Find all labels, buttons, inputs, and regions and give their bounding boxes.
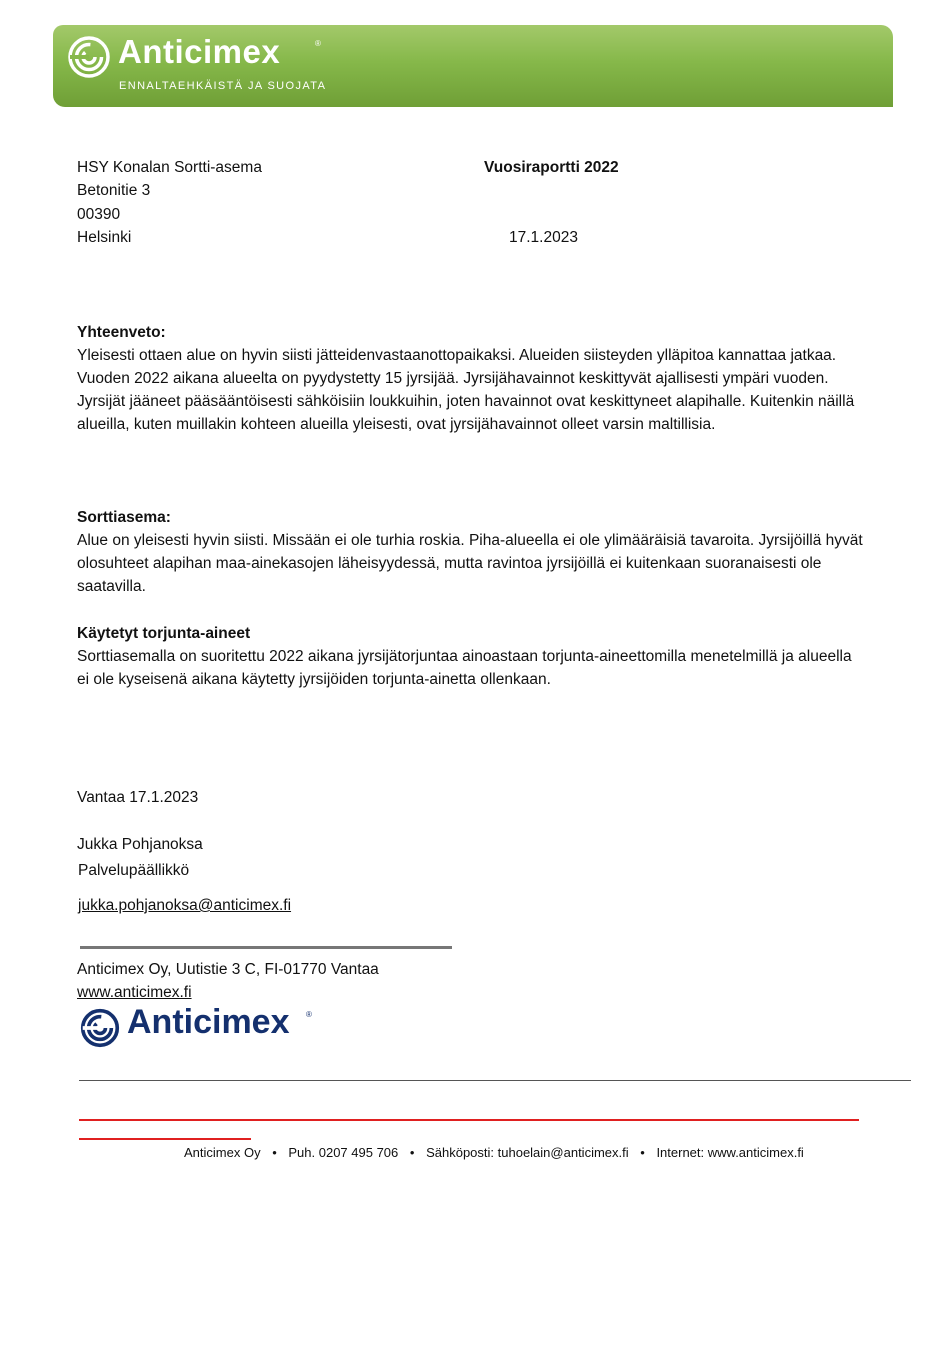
footer-red-rule-short <box>79 1138 251 1140</box>
footer-red-rule <box>79 1119 859 1121</box>
recipient-city: Helsinki <box>77 229 132 246</box>
anticimex-logo-icon <box>79 1008 121 1048</box>
signature-name: Jukka Pohjanoksa <box>77 836 203 853</box>
footer-company: Anticimex Oy <box>184 1145 261 1160</box>
logo-brand-name: Anticimex <box>127 1003 290 1041</box>
signature-divider <box>80 946 452 949</box>
registered-mark: ® <box>306 1010 312 1019</box>
registered-mark: ® <box>315 39 321 48</box>
brand-name: Anticimex <box>118 33 281 70</box>
company-address: Anticimex Oy, Uutistie 3 C, FI-01770 Vantaa <box>77 961 379 978</box>
header-banner <box>53 25 893 107</box>
footer-divider <box>79 1080 911 1081</box>
section-paragraph: Sorttiasemalla on suoritettu 2022 aikana jyrsijätorjuntaa ainoastaan torjunta-aineettomilla menetelmillä ja alueella ei ole kyseisenä aikana käytetty jyrsijöiden torjunta-ainetta ollenkaan. <box>77 648 852 688</box>
anticimex-logo-icon <box>67 35 111 79</box>
footer-phone: Puh. 0207 495 706 <box>288 1145 399 1160</box>
section-sorttiasema <box>77 506 867 598</box>
recipient-name: HSY Konalan Sortti-asema <box>77 159 262 176</box>
section-paragraph: Alue on yleisesti hyvin siisti. Missään ei ole turhia roskia. Piha-alueella ei ole ylimääräisiä tavaroita. Jyrsijöillä hyvät olosuhteet alapihan maa-ainekasojen läheisyydessä, mutta ravintoa jyrsijöillä ei kuitenkaan suoranaisesti ole saatavilla. <box>77 532 863 595</box>
bottom-logo <box>79 1003 319 1048</box>
signature-place-date: Vantaa 17.1.2023 <box>77 789 199 806</box>
recipient-postal: 00390 <box>77 206 121 223</box>
company-website-link[interactable]: www.anticimex.fi <box>77 984 192 1001</box>
footer-separator: • <box>409 1145 415 1160</box>
report-title: Vuosiraportti 2022 <box>484 159 619 176</box>
report-date: 17.1.2023 <box>509 229 578 246</box>
section-paragraph: Vuoden 2022 aikana alueelta on pyydystetty 15 jyrsijää. Jyrsijähavainnot keskittyvät ajallisesti ympäri vuoden. Jyrsijät jääneet pääsääntöisesti sähköisiin loukkuihin, joten havainnot ovat keskittyneet alapihalle. Kuitenkin näillä alueilla, kuten muillakin kohteen alueilla yleisesti, ovat jyrsijähavainnot olleet varsin maltillisia. <box>77 370 855 433</box>
footer-internet: Internet: www.anticimex.fi <box>656 1145 804 1160</box>
signature-title: Palvelupäällikkö <box>78 862 190 879</box>
section-heading: Yhteenveto: <box>77 324 166 341</box>
section-heading: Sorttiasema: <box>77 509 171 526</box>
section-paragraph: Yleisesti ottaen alue on hyvin siisti jätteidenvastaanottopaikaksi. Alueiden siisteyden ylläpitoa kannattaa jatkaa. <box>77 347 837 364</box>
brand-tagline: ENNALTAEHKÄISTÄ JA SUOJATA <box>119 80 327 92</box>
footer-separator: • <box>640 1145 645 1160</box>
section-summary <box>77 321 867 436</box>
footer-separator: • <box>272 1145 277 1160</box>
signature-email-link[interactable]: jukka.pohjanoksa@anticimex.fi <box>78 897 292 914</box>
footer-contact-line <box>184 1145 804 1160</box>
footer-email: Sähköposti: tuhoelain@anticimex.fi <box>426 1145 629 1160</box>
section-pesticides <box>77 622 867 691</box>
section-heading: Käytetyt torjunta-aineet <box>77 625 251 642</box>
recipient-street: Betonitie 3 <box>77 182 151 199</box>
